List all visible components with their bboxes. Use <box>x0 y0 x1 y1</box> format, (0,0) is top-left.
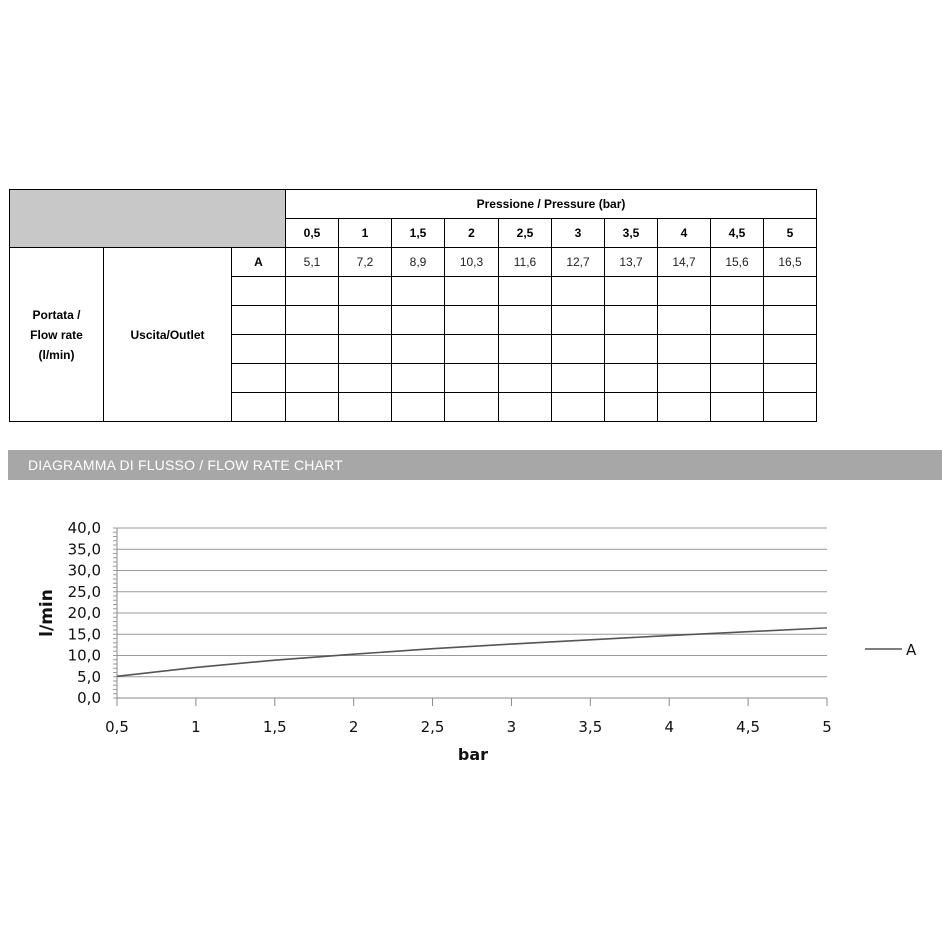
x-tick-label: 1 <box>191 718 201 736</box>
flow-value-cell <box>552 335 605 364</box>
y-tick-label: 30,0 <box>67 561 101 580</box>
flow-value-cell <box>286 364 339 393</box>
flow-value-cell <box>552 393 605 422</box>
table-corner-blank <box>10 190 286 248</box>
flow-value-cell <box>499 364 552 393</box>
y-tick-label: 0,0 <box>77 689 101 707</box>
pressure-col-header: 1,5 <box>392 219 445 248</box>
flow-value-cell <box>711 306 764 335</box>
flow-value-cell <box>658 364 711 393</box>
pressure-col-header: 1 <box>339 219 392 248</box>
flow-value-cell <box>499 306 552 335</box>
outlet-id-cell <box>232 364 286 393</box>
flow-value-cell <box>658 306 711 335</box>
flow-value-cell <box>711 393 764 422</box>
pressure-header: Pressione / Pressure (bar) <box>286 190 817 219</box>
pressure-col-header: 4,5 <box>711 219 764 248</box>
x-tick-label: 1,5 <box>262 718 287 736</box>
flow-value-cell <box>392 364 445 393</box>
flow-value-cell <box>764 364 817 393</box>
flow-value-cell <box>552 306 605 335</box>
outlet-id-cell <box>232 277 286 306</box>
outlet-id-cell: A <box>232 248 286 277</box>
flow-value-cell <box>605 364 658 393</box>
flow-value-cell <box>445 277 499 306</box>
flow-value-cell <box>445 306 499 335</box>
flow-value-cell <box>392 335 445 364</box>
x-tick-label: 0,5 <box>105 718 129 736</box>
flow-value-cell: 14,7 <box>658 248 711 277</box>
x-tick-label: 4,5 <box>736 718 761 736</box>
flow-value-cell: 16,5 <box>764 248 817 277</box>
flow-value-cell <box>339 306 392 335</box>
flow-value-cell <box>764 393 817 422</box>
flow-rate-chart <box>0 490 942 780</box>
flow-value-cell <box>392 306 445 335</box>
table-row <box>10 248 817 277</box>
x-tick-label: 5 <box>822 718 832 736</box>
pressure-col-header: 2 <box>445 219 499 248</box>
y-tick-label: 20,0 <box>67 604 101 622</box>
legend-label: A <box>906 641 917 659</box>
flow-value-cell: 5,1 <box>286 248 339 277</box>
flow-value-cell: 15,6 <box>711 248 764 277</box>
y-tick-label: 25,0 <box>67 582 101 601</box>
flow-value-cell <box>392 277 445 306</box>
flow-value-cell <box>286 306 339 335</box>
pressure-col-header: 4 <box>658 219 711 248</box>
flow-value-cell: 13,7 <box>605 248 658 277</box>
flow-value-cell <box>764 335 817 364</box>
flow-value-cell <box>392 393 445 422</box>
flow-value-cell: 10,3 <box>445 248 499 277</box>
outlet-id-cell <box>232 335 286 364</box>
flow-value-cell <box>552 364 605 393</box>
flow-value-cell: 12,7 <box>552 248 605 277</box>
flow-value-cell <box>605 277 658 306</box>
x-tick-label: 4 <box>664 718 674 736</box>
pressure-col-header: 3 <box>552 219 605 248</box>
y-axis-title: l/min <box>37 589 57 637</box>
pressure-col-header: 3,5 <box>605 219 658 248</box>
section-title-band <box>8 450 942 480</box>
pressure-col-header: 2,5 <box>499 219 552 248</box>
flow-value-cell <box>658 335 711 364</box>
flow-rate-label-line: Flow rate <box>30 327 83 342</box>
x-axis-title: bar <box>457 745 489 764</box>
flow-value-cell <box>711 277 764 306</box>
section-title: DIAGRAMMA DI FLUSSO / FLOW RATE CHART <box>28 457 343 473</box>
flow-value-cell <box>499 393 552 422</box>
flow-value-cell: 8,9 <box>392 248 445 277</box>
flow-value-cell <box>658 393 711 422</box>
flow-value-cell <box>605 306 658 335</box>
series-line-A <box>117 628 827 676</box>
pressure-col-header: 5 <box>764 219 817 248</box>
outlet-id-cell <box>232 393 286 422</box>
flow-value-cell <box>658 277 711 306</box>
flow-value-cell <box>339 335 392 364</box>
flow-value-cell <box>286 335 339 364</box>
flow-rate-table <box>9 189 817 422</box>
flow-value-cell <box>605 393 658 422</box>
flow-value-cell <box>764 306 817 335</box>
x-tick-label: 2,5 <box>420 718 445 736</box>
x-tick-label: 3,5 <box>578 718 603 736</box>
flow-value-cell <box>445 393 499 422</box>
flow-value-cell <box>286 277 339 306</box>
pressure-col-header: 0,5 <box>286 219 339 248</box>
flow-value-cell <box>552 277 605 306</box>
x-tick-label: 2 <box>348 718 359 736</box>
flow-value-cell <box>445 335 499 364</box>
outlet-label: Uscita/Outlet <box>104 248 232 422</box>
flow-value-cell <box>499 335 552 364</box>
flow-value-cell <box>711 364 764 393</box>
flow-value-cell <box>286 393 339 422</box>
flow-value-cell <box>499 277 552 306</box>
flow-value-cell <box>764 277 817 306</box>
y-tick-label: 10,0 <box>67 646 101 665</box>
flow-value-cell <box>339 277 392 306</box>
outlet-id-cell <box>232 306 286 335</box>
y-tick-label: 5,0 <box>77 667 101 686</box>
flow-value-cell <box>605 335 658 364</box>
flow-value-cell <box>445 364 499 393</box>
flow-rate-row-label <box>10 248 104 422</box>
flow-value-cell: 11,6 <box>499 248 552 277</box>
flow-value-cell <box>711 335 764 364</box>
y-tick-label: 15,0 <box>67 625 101 644</box>
flow-value-cell <box>339 393 392 422</box>
flow-rate-label-line: Portata / <box>32 307 81 322</box>
flow-value-cell: 7,2 <box>339 248 392 277</box>
flow-rate-label-line: (l/min) <box>38 347 75 362</box>
y-tick-label: 35,0 <box>67 540 101 559</box>
flow-value-cell <box>339 364 392 393</box>
x-tick-label: 3 <box>506 718 517 736</box>
y-tick-label: 40,0 <box>67 519 101 537</box>
